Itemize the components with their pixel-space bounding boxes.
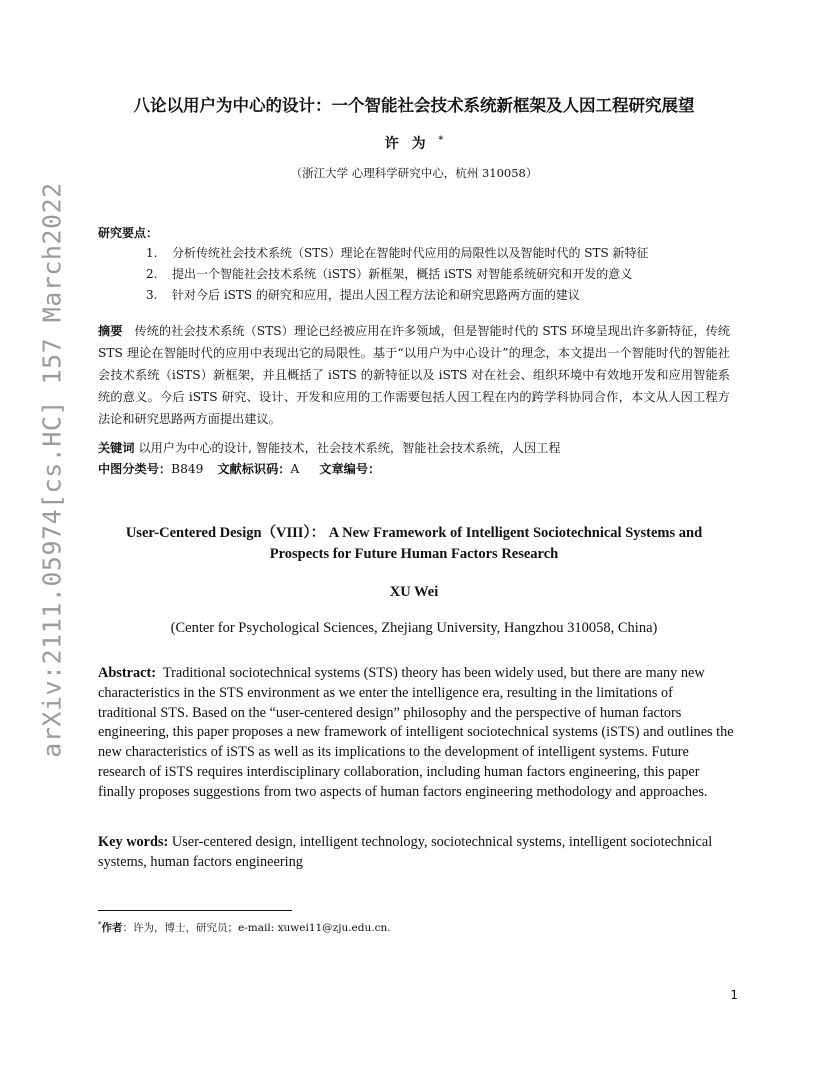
english-keywords-text: User-centered design, intelligent technology, sociotechnical systems, intelligent sociotechnical systems, human factors engineering (98, 834, 713, 870)
chinese-author (0, 133, 828, 153)
highlight-text: 提出一个智能社会技术系统（iSTS）新框架，概括 iSTS 对智能系统研究和开发的意义 (172, 267, 633, 281)
chinese-abstract-text: 传统的社会技术系统（STS）理论已经被应用在许多领域，但是智能时代的 STS 环境呈现出许多新特征，传统 STS 理论在智能时代的应用中表现出它的局限性。基于“以用户为中心设计”的理念，本文提出一个智能时代的智能社会技术系统（iSTS）新框架，并且概括了 iSTS 的新特征以及 iSTS 对在社会、组织环境中有效地开发和应用智能系统的意义。今后 iSTS 研究、设计、开发和应用的工作需要包括人因工程在内的跨学科协同合作，本文从人因工程方法论和研究思路两方面提出建议。 (98, 324, 731, 426)
chinese-title: 八论以用户为中心的设计：一个智能社会技术系统新框架及人因工程研究展望 (133, 96, 695, 115)
author-footnote (98, 920, 391, 935)
chinese-keywords-text: 以用户为中心的设计, 智能技术，社会技术系统，智能社会技术系统，人因工程 (138, 441, 561, 455)
highlight-item (146, 244, 649, 261)
footnote-label: 作者 (101, 922, 123, 934)
highlight-item (146, 265, 632, 282)
author-footnote-mark: * (438, 135, 444, 146)
doc-code-value: A (290, 462, 300, 476)
arxiv-identifier-stamp: arXiv:2111.05974[cs.HC] 157 March2022 (37, 182, 67, 758)
class-number-value: B849 (171, 462, 204, 476)
classification-line (98, 460, 380, 477)
page-number: 1 (730, 988, 738, 1002)
article-number-label: 文章编号： (319, 462, 381, 476)
highlight-number: 3. (146, 288, 158, 302)
chinese-affiliation: （浙江大学 心理科学研究中心，杭州 310058） (290, 166, 538, 180)
english-abstract-label: Abstract: (98, 665, 156, 681)
english-title: User-Centered Design（VIII）： A New Framework of Intelligent Sociotechnical Systems and Prospects for Future Human Factors Research (125, 525, 703, 562)
chinese-abstract-label: 摘要 (98, 324, 123, 338)
english-keywords (98, 833, 734, 873)
chinese-abstract (98, 320, 730, 430)
chinese-author-name: 许 为 (384, 136, 430, 152)
highlight-number: 2. (146, 267, 158, 281)
footnote-mark: * (98, 920, 102, 929)
english-keywords-label: Key words: (98, 834, 169, 850)
class-number-label: 中图分类号： (98, 462, 172, 476)
english-author: XU Wei (389, 584, 439, 600)
footnote-text: ：许为，博士，研究员；e-mail: xuwei11@zju.edu.cn. (122, 922, 391, 934)
chinese-keywords-label: 关键词 (98, 441, 135, 455)
doc-code-label: 文献标识码： (217, 462, 291, 476)
highlights-heading: 研究要点： (98, 226, 159, 240)
highlight-text: 针对今后 iSTS 的研究和应用，提出人因工程方法论和研究思路两方面的建议 (172, 288, 580, 302)
footnote-divider (98, 910, 292, 911)
english-affiliation: (Center for Psychological Sciences, Zhejiang University, Hangzhou 310058, China) (170, 620, 658, 636)
highlight-number: 1. (146, 246, 158, 260)
chinese-keywords (98, 439, 561, 456)
english-abstract (98, 664, 734, 803)
highlight-item (146, 286, 580, 303)
english-abstract-text: Traditional sociotechnical systems (STS) theory has been widely used, but there are many new characteristics in the STS environment as we enter the intelligence era, resulting in the limitations of traditional STS. Based on the “user-centered design” philosophy and the perspective of human factors engineering, this paper proposes a new framework of intelligent sociotechnical systems (iSTS) and outlines the new characteristics of iSTS as well as its implications to the development of intelligent systems. Future research of iSTS requires interdisciplinary collaboration, including human factors engineering, this paper finally proposes suggestions from two aspects of human factors engineering methodology and approaches. (98, 665, 734, 800)
highlight-text: 分析传统社会技术系统（STS）理论在智能时代应用的局限性以及智能时代的 STS 新特征 (172, 246, 649, 260)
